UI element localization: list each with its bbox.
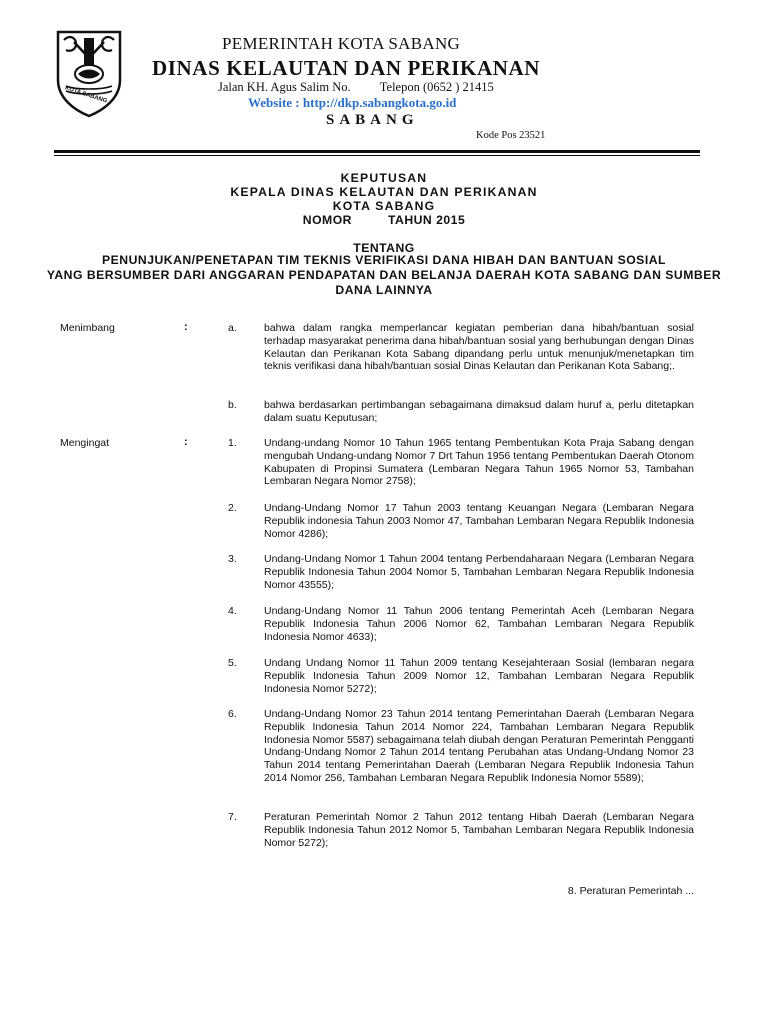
about-heading: TENTANG <box>353 241 415 255</box>
letterhead-rule-thin <box>54 155 700 156</box>
decree-kind: KEPUTUSAN <box>340 171 428 185</box>
decree-number-line <box>40 213 728 227</box>
contact-line <box>218 80 494 95</box>
decree-office: KEPALA DINAS KELAUTAN DAN PERIKANAN <box>230 185 538 199</box>
postcode-text: Kode Pos 23521 <box>476 130 546 141</box>
mengingat-item-3-mark: 3. <box>228 553 237 565</box>
decree-city: KOTA SABANG <box>332 199 436 213</box>
nomor-label: NOMOR <box>302 213 352 227</box>
subject-line-1: PENUNJUKAN/PENETAPAN TIM TEKNIS VERIFIKASI DANA HIBAH DAN BANTUAN SOSIAL <box>102 253 666 267</box>
mengingat-item-6-mark: 6. <box>228 708 237 720</box>
government-name: PEMERINTAH KOTA SABANG <box>222 34 461 53</box>
mengingat-item-3-text: Undang-Undang Nomor 1 Tahun 2004 tentang Perbendaharaan Negara (Lembaran Negara Republik Indonesia Tahun 2004 Nomor 5, Tambahan Lembaran Negara Republik Indonesia Nomor 43555); <box>264 553 694 591</box>
mengingat-item-2-mark: 2. <box>228 502 237 514</box>
tahun-label: TAHUN 2015 <box>387 213 466 227</box>
address-text: Jalan KH. Agus Salim No. <box>218 80 351 94</box>
menimbang-label: Menimbang <box>60 322 115 334</box>
menimbang-colon: : <box>184 321 188 333</box>
letterhead-rule-thick <box>54 150 700 153</box>
logo-caption: KOTA SABANG <box>64 85 108 105</box>
mengingat-item-7-mark: 7. <box>228 811 237 823</box>
website-link[interactable]: Website : http://dkp.sabangkota.go.id <box>248 95 457 110</box>
kota-sabang-logo <box>54 28 124 118</box>
menimbang-item-a-mark: a. <box>228 322 237 334</box>
mengingat-label: Mengingat <box>60 437 110 449</box>
city-name: SABANG <box>326 112 419 128</box>
mengingat-item-5-text: Undang Undang Nomor 11 Tahun 2009 tentang Kesejahteraan Sosial (lembaran negara Republik Indonesia Tahun 2009 Nomor 12, Tambahan Lembaran Negara Republik Indonesia Nomor 5272); <box>264 657 694 695</box>
mengingat-item-4-text: Undang-Undang Nomor 11 Tahun 2006 tentang Pemerintah Aceh (Lembaran Negara Republik Indonesia Tahun 2006 Nomor 62, Tambahan Lembaran Negara Republik Indonesia Nomor 4633); <box>264 605 694 643</box>
menimbang-item-b-mark: b. <box>228 399 237 411</box>
mengingat-item-2-text: Undang-Undang Nomor 17 Tahun 2003 tentang Keuangan Negara (Lembaran Negara Republik indonesia Tahun 2003 Nomor 47, Tambahan Lembaran Negara Republik Indonesia Nomor 4286); <box>264 502 694 540</box>
shield-emblem-icon <box>54 28 124 118</box>
mengingat-item-1-mark: 1. <box>228 437 237 449</box>
mengingat-item-6-text: Undang-Undang Nomor 23 Tahun 2014 tentang Pemerintahan Daerah (Lembaran Negara Republik Indonesia Tahun 2014 Nomor 224, Tambahan Lembaran Negara Republik Indonesia Nomor 5587) sebagaimana telah diubah dengan Peraturan Pemerintah Pengganti Undang-Undang Nomor 2 Tahun 2014 tentang Perubahan atas Undang-Undang Nomor 23 Tahun 2014 tentang Pemerintahan Daerah (Lembaran Negara Republik Indonesia Tahun 2014 Nomor 256, Tambahan Lembaran Negara Republik Indonesia Nomor 5589); <box>264 708 694 784</box>
subject-line-3: DANA LAINNYA <box>335 283 433 297</box>
mengingat-item-1-text: Undang-undang Nomor 10 Tahun 1965 tentang Pembentukan Kota Praja Sabang dengan mengubah Undang-undang Nomor 7 Drt Tahun 1956 tentang Pembentukan Daerah Otonom Kabupaten di Propinsi Sumatera (Lembaran Negara Tahun 1965 Nomor 53, Tambahan Lembaran Negara Nomor 2758); <box>264 437 694 488</box>
mengingat-item-5-mark: 5. <box>228 657 237 669</box>
menimbang-item-b-text: bahwa berdasarkan pertimbangan sebagaimana dimaksud dalam huruf a, perlu ditetapkan dalam suatu Keputusan; <box>264 399 694 424</box>
mengingat-item-4-mark: 4. <box>228 605 237 617</box>
agency-name: DINAS KELAUTAN DAN PERIKANAN <box>152 56 541 80</box>
menimbang-item-a-text: bahwa dalam rangka memperlancar kegiatan pemberian dana hibah/bantuan sosial terhadap masyarakat penerima dana hibah/bantuan sosial yang berhubungan dengan Dinas Kelautan dan Perikanan Kota Sabang dipandang perlu untuk menunjuk/menetapkan tim teknis verifikasi dana hibah/bantuan sosial Dinas Kelautan dan Perikanan Kota Sabang;. <box>264 322 694 373</box>
subject-line-2: YANG BERSUMBER DARI ANGGARAN PENDAPATAN DAN BELANJA DAERAH KOTA SABANG DAN SUMBER <box>46 268 722 282</box>
page-continuation: 8. Peraturan Pemerintah ... <box>567 885 694 897</box>
phone-text: Telepon (0652 ) 21415 <box>379 80 494 94</box>
mengingat-colon: : <box>184 436 188 448</box>
mengingat-item-7-text: Peraturan Pemerintah Nomor 2 Tahun 2012 tentang Hibah Daerah (Lembaran Negara Republik Indonesia Tahun 2012 Nomor 5, Tambahan Lembaran Negara Republik Indonesia Nomor 5272); <box>264 811 694 849</box>
